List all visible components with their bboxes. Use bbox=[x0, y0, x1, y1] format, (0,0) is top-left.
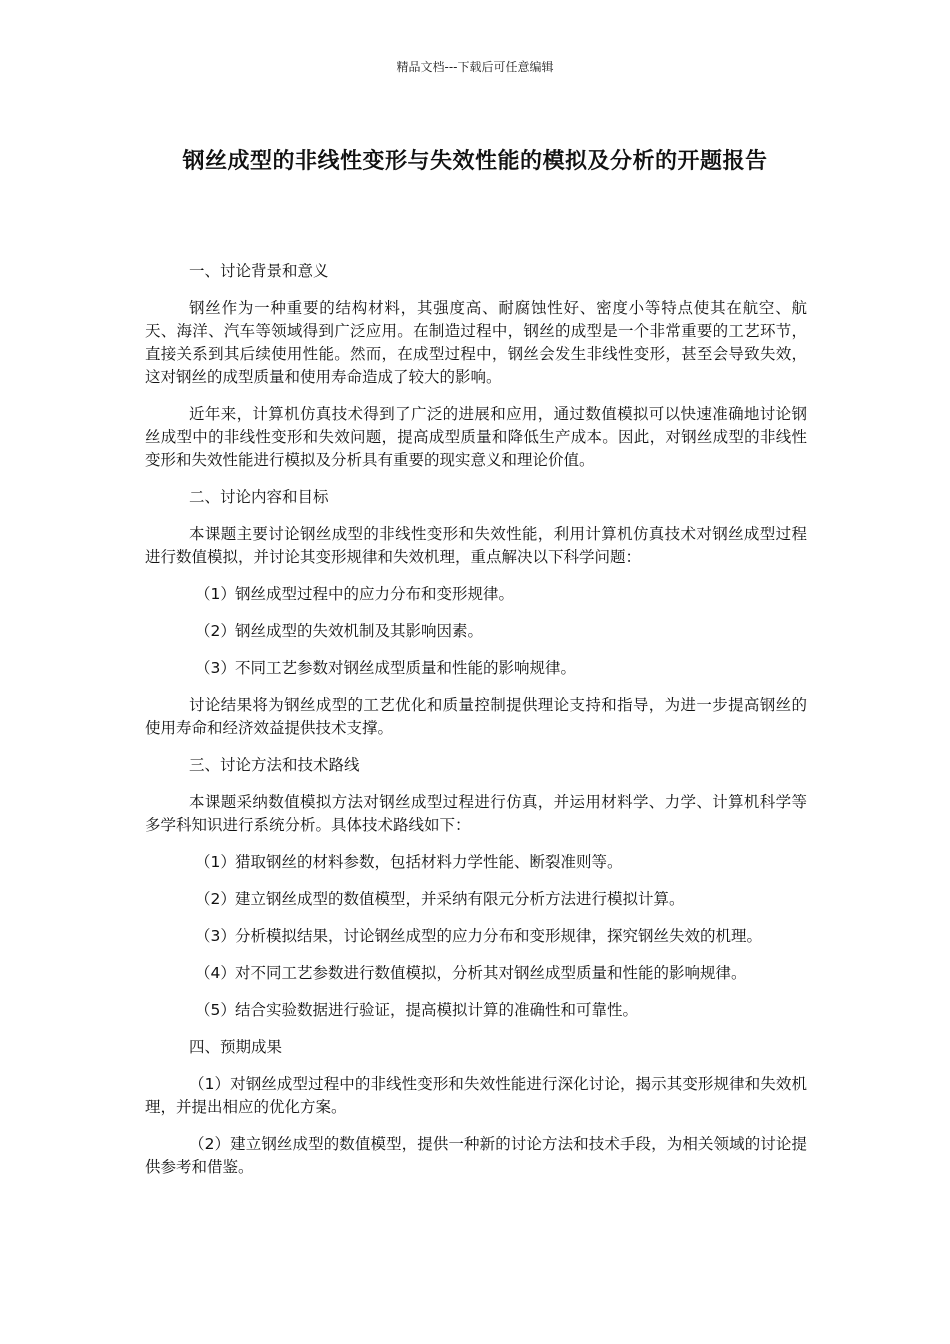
paragraph: 本课题采纳数值模拟方法对钢丝成型过程进行仿真，并运用材料学、力学、计算机科学等多学科知识进行系统分析。具体技术路线如下： bbox=[145, 793, 807, 834]
list-item-text: 建立钢丝成型的数值模型，提供一种新的讨论方法和技术手段，为相关领域的讨论提供参考和借鉴。 bbox=[145, 1135, 807, 1176]
list-item bbox=[145, 657, 807, 680]
paragraph: 本课题主要讨论钢丝成型的非线性变形和失效性能，利用计算机仿真技术对钢丝成型过程进行数值模拟，并讨论其变形规律和失效机理，重点解决以下科学问题： bbox=[145, 525, 807, 566]
list-item-text: 对钢丝成型过程中的非线性变形和失效性能进行深化讨论，揭示其变形规律和失效机理，并提出相应的优化方案。 bbox=[145, 1075, 807, 1116]
section-heading: 一、讨论背景和意义 bbox=[189, 262, 329, 280]
list-item-number: （1） bbox=[195, 853, 236, 871]
list-item bbox=[145, 925, 807, 948]
paragraph: 讨论结果将为钢丝成型的工艺优化和质量控制提供理论支持和指导，为进一步提高钢丝的使用寿命和经济效益提供技术支撑。 bbox=[145, 696, 807, 737]
list-item bbox=[145, 583, 807, 606]
section-heading: 四、预期成果 bbox=[189, 1038, 283, 1056]
list-item bbox=[145, 999, 807, 1022]
list-item-number: （2） bbox=[195, 890, 236, 908]
list-item bbox=[145, 851, 807, 874]
list-item-number: （1） bbox=[195, 585, 236, 603]
list-item-number: （3） bbox=[195, 927, 236, 945]
list-item-number: （2） bbox=[189, 1135, 231, 1153]
list-item-text: 对不同工艺参数进行数值模拟，分析其对钢丝成型质量和性能的影响规律。 bbox=[235, 964, 747, 982]
list-item bbox=[145, 1133, 807, 1179]
page-header: 精品文档---下载后可任意编辑 bbox=[396, 60, 554, 74]
list-item-text: 猎取钢丝的材料参数，包括材料力学性能、断裂准则等。 bbox=[235, 853, 623, 871]
list-item-text: 分析模拟结果，讨论钢丝成型的应力分布和变形规律，探究钢丝失效的机理。 bbox=[235, 927, 763, 945]
paragraph: 近年来，计算机仿真技术得到了广泛的进展和应用，通过数值模拟可以快速准确地讨论钢丝成型中的非线性变形和失效问题，提高成型质量和降低生产成本。因此，对钢丝成型的非线性变形和失效性能进行模拟及分析具有重要的现实意义和理论价值。 bbox=[145, 405, 807, 469]
list-item-number: （1） bbox=[189, 1075, 231, 1093]
list-item bbox=[145, 620, 807, 643]
document-body bbox=[145, 260, 807, 1193]
paragraph: 钢丝作为一种重要的结构材料，其强度高、耐腐蚀性好、密度小等特点使其在航空、航天、海洋、汽车等领域得到广泛应用。在制造过程中，钢丝的成型是一个非常重要的工艺环节，直接关系到其后续使用性能。然而，在成型过程中，钢丝会发生非线性变形，甚至会导致失效，这对钢丝的成型质量和使用寿命造成了较大的影响。 bbox=[145, 299, 807, 386]
list-item-text: 建立钢丝成型的数值模型，并采纳有限元分析方法进行模拟计算。 bbox=[235, 890, 685, 908]
list-item-text: 不同工艺参数对钢丝成型质量和性能的影响规律。 bbox=[235, 659, 577, 677]
list-item bbox=[145, 1073, 807, 1119]
list-item-text: 钢丝成型的失效机制及其影响因素。 bbox=[235, 622, 484, 640]
list-item-text: 结合实验数据进行验证，提高模拟计算的准确性和可靠性。 bbox=[235, 1001, 639, 1019]
list-item-number: （4） bbox=[195, 964, 236, 982]
list-item bbox=[145, 962, 807, 985]
section-heading: 三、讨论方法和技术路线 bbox=[189, 756, 360, 774]
list-item-number: （2） bbox=[195, 622, 236, 640]
list-item bbox=[145, 888, 807, 911]
list-item-number: （3） bbox=[195, 659, 236, 677]
list-item-number: （5） bbox=[195, 1001, 236, 1019]
document-title: 钢丝成型的非线性变形与失效性能的模拟及分析的开题报告 bbox=[182, 149, 768, 174]
list-item-text: 钢丝成型过程中的应力分布和变形规律。 bbox=[235, 585, 515, 603]
section-heading: 二、讨论内容和目标 bbox=[189, 488, 329, 506]
